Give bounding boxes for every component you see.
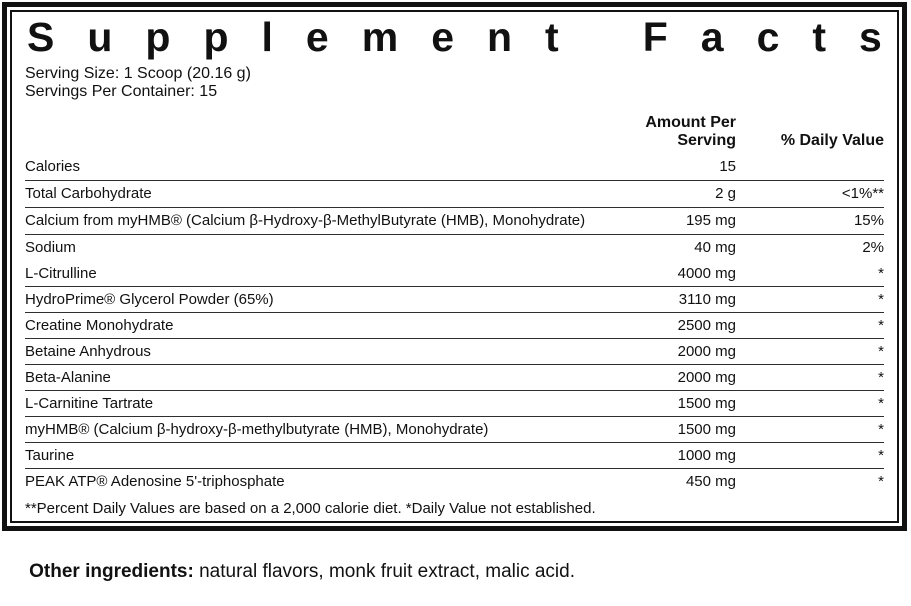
ingredient-daily-value: * — [878, 394, 884, 412]
ingredient-name: HydroPrime® Glycerol Powder (65%) — [25, 290, 274, 308]
column-header-amount: Amount Per Serving — [645, 113, 736, 149]
ingredient-amount: 4000 mg — [677, 264, 736, 282]
other-ingredients-label: Other ingredients: — [29, 560, 194, 582]
facts-panel-border — [2, 2, 907, 531]
ingredient-name: L-Carnitine Tartrate — [25, 394, 154, 412]
active-ingredient-section — [25, 261, 884, 494]
ingredient-row — [25, 312, 884, 338]
nutrient-amount: 40 mg — [694, 239, 736, 257]
ingredient-name: PEAK ATP® Adenosine 5'-triphosphate — [25, 472, 285, 490]
ingredient-daily-value: * — [878, 342, 884, 360]
ingredient-amount: 1500 mg — [677, 394, 736, 412]
serving-size: Serving Size: 1 Scoop (20.16 g) — [25, 64, 251, 82]
serving-info — [25, 65, 884, 101]
title-letter: u — [87, 14, 113, 60]
title-letter: n — [487, 14, 513, 60]
ingredient-name: myHMB® (Calcium β-hydroxy-β-methylbutyrate (HMB), Monohydrate) — [25, 420, 489, 438]
title-letter: F — [642, 14, 668, 60]
ingredient-row — [25, 468, 884, 494]
ingredient-row — [25, 416, 884, 442]
nutrient-row — [25, 234, 884, 261]
ingredient-amount: 1000 mg — [677, 446, 736, 464]
nutrient-amount: 15 — [719, 158, 736, 176]
ingredient-name: Betaine Anhydrous — [25, 342, 151, 360]
title-letter: l — [261, 14, 273, 60]
ingredient-name: L-Citrulline — [25, 264, 97, 282]
title-letter: e — [431, 14, 454, 60]
column-header-row — [25, 106, 884, 154]
title-letter: s — [859, 14, 882, 60]
column-header-daily-value: % Daily Value — [780, 131, 884, 149]
ingredient-daily-value: * — [878, 368, 884, 386]
title-letter: S — [27, 14, 55, 60]
ingredient-row — [25, 286, 884, 312]
ingredient-daily-value: * — [878, 472, 884, 490]
title-letter: t — [545, 14, 559, 60]
ingredient-row — [25, 364, 884, 390]
title-letter: p — [145, 14, 171, 60]
ingredient-amount: 2000 mg — [677, 368, 736, 386]
other-ingredients-text: natural flavors, monk fruit extract, malic acid. — [193, 560, 575, 582]
ingredient-daily-value: * — [878, 290, 884, 308]
nutrient-daily-value: 2% — [862, 239, 884, 257]
ingredient-row — [25, 261, 884, 286]
title-letter: e — [305, 14, 329, 60]
ingredient-amount: 2000 mg — [677, 342, 736, 360]
ingredient-daily-value: * — [878, 264, 884, 282]
nutrient-amount: 2 g — [715, 185, 736, 203]
ingredient-row — [25, 442, 884, 468]
facts-panel — [10, 10, 899, 523]
ingredient-amount: 450 mg — [685, 472, 736, 490]
ingredient-amount: 3110 mg — [678, 290, 736, 308]
footnote: **Percent Daily Values are based on a 2,000 calorie diet. *Daily Value not established. — [25, 499, 596, 517]
nutrient-amount: 195 mg — [685, 212, 736, 230]
ingredient-daily-value: * — [878, 446, 884, 464]
other-ingredients-line — [8, 538, 575, 606]
nutrient-name: Total Carbohydrate — [25, 185, 152, 203]
title-letter: t — [812, 14, 827, 60]
nutrient-row — [25, 154, 884, 180]
ingredient-row — [25, 390, 884, 416]
ingredient-name: Taurine — [25, 446, 75, 464]
ingredient-amount: 2500 mg — [677, 316, 736, 334]
nutrient-name: Sodium — [25, 239, 76, 257]
ingredient-daily-value: * — [878, 316, 884, 334]
title-letter: a — [700, 14, 724, 60]
nutrient-name: Calcium from myHMB® (Calcium β-Hydroxy-β-MethylButyrate (HMB), Monohydrate) — [25, 212, 586, 230]
title-letter: c — [756, 14, 780, 60]
nutrient-name: Calories — [25, 158, 81, 176]
ingredient-name: Beta-Alanine — [25, 368, 111, 386]
title-letter: p — [203, 14, 229, 60]
nutrient-row — [25, 207, 884, 234]
label-title — [25, 14, 884, 62]
title-letter: m — [361, 14, 399, 60]
macro-nutrient-section — [25, 154, 884, 261]
ingredient-name: Creatine Monohydrate — [25, 316, 174, 334]
servings-per-container: Servings Per Container: 15 — [25, 82, 218, 100]
ingredient-daily-value: * — [878, 420, 884, 438]
nutrient-daily-value: 15% — [853, 212, 884, 230]
ingredient-amount: 1500 mg — [677, 420, 736, 438]
ingredient-row — [25, 338, 884, 364]
nutrient-daily-value: <1%** — [841, 185, 884, 203]
nutrient-row — [25, 180, 884, 207]
